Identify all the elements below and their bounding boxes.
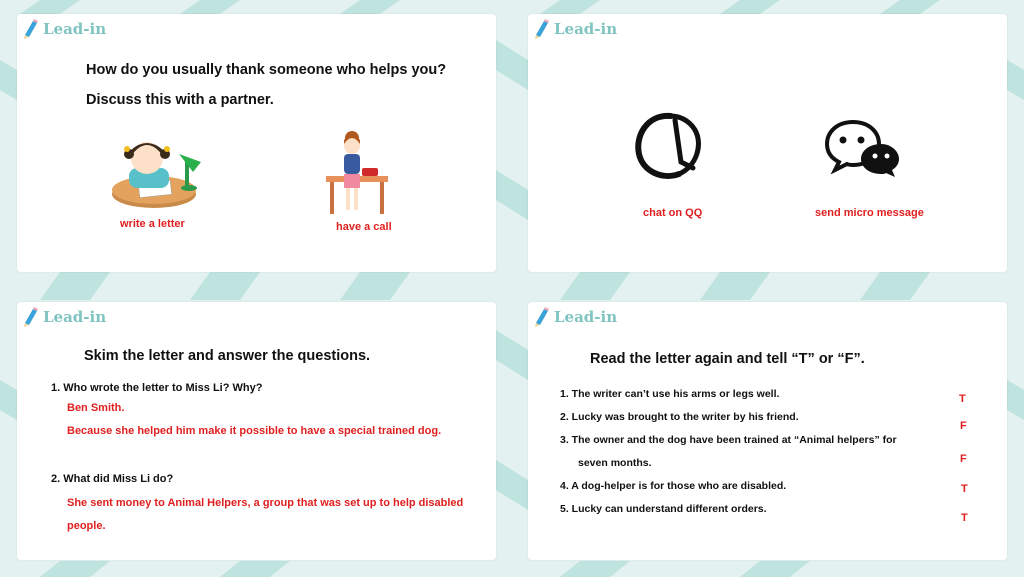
slide-title: Read the letter again and tell “T” or “F”. bbox=[590, 351, 865, 367]
slide-header bbox=[532, 19, 617, 39]
statement-4: 4. A dog-helper is for those who are disabled. bbox=[560, 480, 787, 492]
answer-2-line-1: She sent money to Animal Helpers, a group that was set up to help disabled bbox=[67, 497, 464, 509]
girl-writing-illustration bbox=[109, 132, 209, 212]
statement-1: 1. The writer can’t use his arms or legs well. bbox=[560, 388, 780, 400]
qq-icon bbox=[631, 110, 707, 184]
header-label: Lead-in bbox=[554, 308, 618, 326]
caption-send-micro-message: send micro message bbox=[815, 207, 924, 219]
caption-chat-qq: chat on QQ bbox=[643, 207, 703, 219]
pencil-icon bbox=[21, 19, 39, 39]
slide-header bbox=[532, 307, 617, 327]
answer-3: F bbox=[960, 453, 967, 465]
slide-title: Skim the letter and answer the questions. bbox=[84, 348, 371, 364]
statement-2: 2. Lucky was brought to the writer by his friend. bbox=[560, 411, 799, 423]
statement-3: 3. The owner and the dog have been trained at “Animal helpers” for bbox=[560, 434, 897, 446]
slide-header bbox=[21, 307, 106, 327]
slide-header bbox=[21, 19, 106, 39]
answer-5: T bbox=[961, 512, 968, 524]
answer-2-line-2: people. bbox=[67, 520, 106, 532]
header-label: Lead-in bbox=[43, 20, 107, 38]
answer-1-line-2: Because she helped him make it possible to have a special trained dog. bbox=[67, 425, 442, 437]
answer-2: F bbox=[960, 420, 967, 432]
discussion-question: How do you usually thank someone who helps you? bbox=[86, 62, 447, 78]
micro-message-icon bbox=[823, 118, 903, 178]
pencil-icon bbox=[532, 307, 550, 327]
answer-1-line-1: Ben Smith. bbox=[67, 402, 125, 414]
caption-write-letter: write a letter bbox=[120, 218, 185, 230]
discussion-instruction: Discuss this with a partner. bbox=[86, 92, 274, 108]
header-label: Lead-in bbox=[43, 308, 107, 326]
slide-thank-methods[interactable] bbox=[17, 14, 496, 272]
statement-3-continued: seven months. bbox=[578, 457, 652, 469]
header-label: Lead-in bbox=[554, 20, 618, 38]
statement-5: 5. Lucky can understand different orders. bbox=[560, 503, 767, 515]
caption-have-call: have a call bbox=[336, 221, 392, 233]
question-1: 1. Who wrote the letter to Miss Li? Why? bbox=[51, 382, 263, 394]
question-2: 2. What did Miss Li do? bbox=[51, 473, 174, 485]
slide-skim-questions[interactable] bbox=[17, 302, 496, 560]
slide-true-false[interactable] bbox=[528, 302, 1007, 560]
pencil-icon bbox=[21, 307, 39, 327]
slide-online-methods[interactable] bbox=[528, 14, 1007, 272]
woman-phone-illustration bbox=[320, 128, 396, 218]
answer-4: T bbox=[961, 483, 968, 495]
pencil-icon bbox=[532, 19, 550, 39]
answer-1: T bbox=[959, 393, 966, 405]
